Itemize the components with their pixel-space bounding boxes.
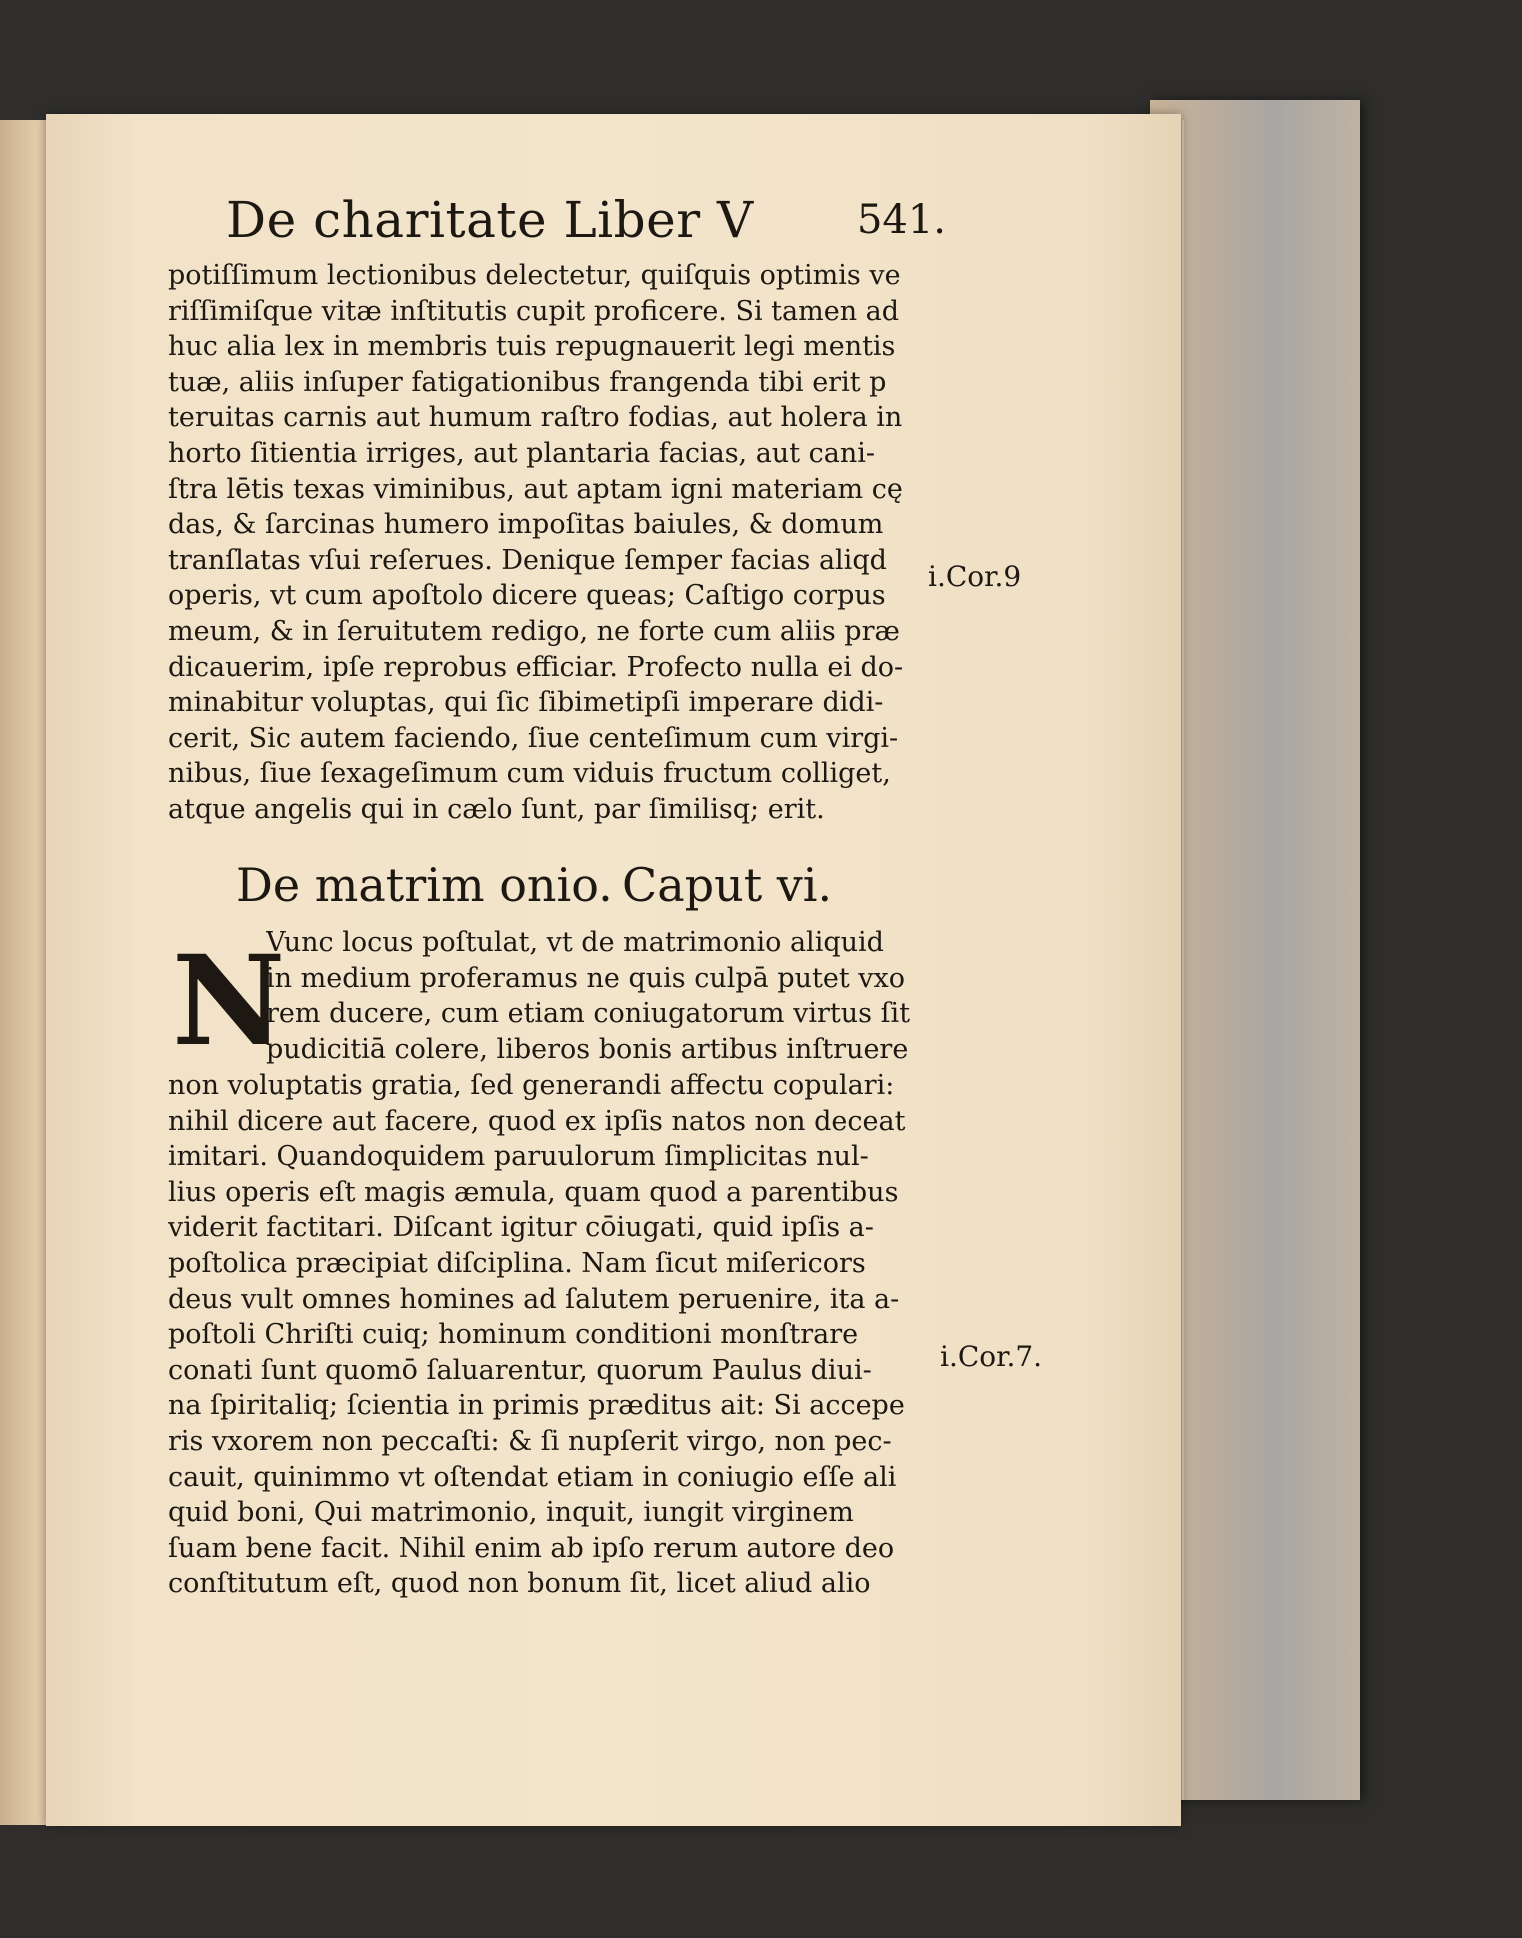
text-line: ſuam bene facit. Nihil enim ab ipſo rerum autore deo (168, 1532, 895, 1564)
text-line: conſtitutum eſt, quod non bonum ſit, licet aliud alio (168, 1568, 871, 1600)
chapter-subject: De matrim onio. (236, 858, 613, 912)
marginal-note: i.Cor.7. (940, 1340, 1043, 1373)
text-line: riſſimiſque vitæ inſtitutis cupit proficere. Si tamen ad (168, 295, 900, 327)
text-line: dicauerim, ipſe reprobus efficiar. Profecto nulla ei do- (168, 651, 904, 683)
text-line: lius operis eſt magis æmula, quam quod a parentibus (168, 1176, 899, 1208)
text-line: potiſſimum lectionibus delectetur, quiſquis optimis ve (168, 260, 901, 291)
text-line: na ſpiritaliq; ſcientia in primis præditus ait: Si accepe (168, 1390, 905, 1422)
running-title: De charitate Liber V (226, 191, 754, 249)
text-line: quid boni, Qui matrimonio, inquit, iungit virginem (168, 1497, 854, 1529)
text-line: nihil dicere aut facere, quod ex ipſis natos non deceat (168, 1105, 906, 1137)
text-line: rem ducere, cum etiam coniugatorum virtus ſit (266, 998, 911, 1030)
marginal-note: i.Cor.9 (928, 560, 1022, 593)
text-line: pudicitiā colere, liberos bonis artibus inſtruere (266, 1033, 909, 1065)
drop-cap-initial: N (172, 929, 286, 1074)
text-line: das, & ſarcinas humero impoſitas baiules, & domum (168, 509, 884, 541)
text-line: nibus, ſiue ſexageſimum cum viduis fructum colliget, (168, 758, 891, 790)
text-line: ris vxorem non peccaſti: & ſi nupſerit virgo, non pec- (168, 1425, 892, 1457)
text-line: conati ſunt quomō ſaluarentur, quorum Paulus diui- (168, 1354, 872, 1386)
paragraph-2 (168, 1068, 938, 1602)
text-line: poſtolica præcipiat diſciplina. Nam ſicut miſericors (168, 1247, 866, 1279)
running-header (226, 190, 946, 260)
text-line: tuæ, aliis inſuper fatigationibus frangenda tibi erit p (168, 366, 887, 398)
text-line: non voluptatis gratia, ſed generandi affectu copulari: (168, 1070, 895, 1101)
text-line: cauit, quinimmo vt oſtendat etiam in coniugio eſſe ali (168, 1461, 897, 1493)
text-line: atque angelis qui in cælo ſunt, par ſimilisq; erit. (168, 793, 825, 825)
text-line: imitari. Quandoquidem paruulorum ſimplicitas nul- (168, 1141, 869, 1173)
paragraph-2-opening (266, 925, 938, 1067)
text-line: huc alia lex in membris tuis repugnauerit legi mentis (168, 331, 896, 363)
text-line: ſtra lētis texas viminibus, aut aptam igni materiam cę (168, 473, 903, 505)
text-line: operis, vt cum apoſtolo dicere queas; Caſtigo corpus (168, 580, 886, 612)
page-number: 541. (856, 197, 946, 243)
text-line: Vunc locus poſtulat, vt de matrimonio aliquid (266, 927, 884, 958)
text-line: tranſlatas vſui reſerues. Denique ſemper facias aliqd (168, 544, 887, 576)
text-line: deus vult omnes homines ad ſalutem peruenire, ita a- (168, 1283, 900, 1315)
chapter-heading (236, 855, 936, 925)
text-line: poſtoli Chriſti cuiq; hominum conditioni monſtrare (168, 1319, 859, 1351)
text-line: meum, & in ſeruitutem redigo, ne forte cum aliis præ (168, 615, 900, 647)
text-line: teruitas carnis aut humum raſtro fodias, aut holera in (168, 402, 903, 434)
paragraph-1 (168, 258, 938, 828)
text-line: in medium proferamus ne quis culpā putet vxo (266, 962, 906, 994)
text-line: minabitur voluptas, qui ſic ſibimetipſi imperare didi- (168, 687, 884, 719)
text-line: cerit, Sic autem faciendo, ſiue centeſimum cum virgi- (168, 722, 899, 754)
text-line: viderit factitari. Diſcant igitur cōiugati, quid ipſis a- (168, 1212, 874, 1244)
text-line: horto ſitientia irriges, aut plantaria facias, aut cani- (168, 437, 875, 469)
chapter-number: Caput vi. (622, 858, 833, 912)
